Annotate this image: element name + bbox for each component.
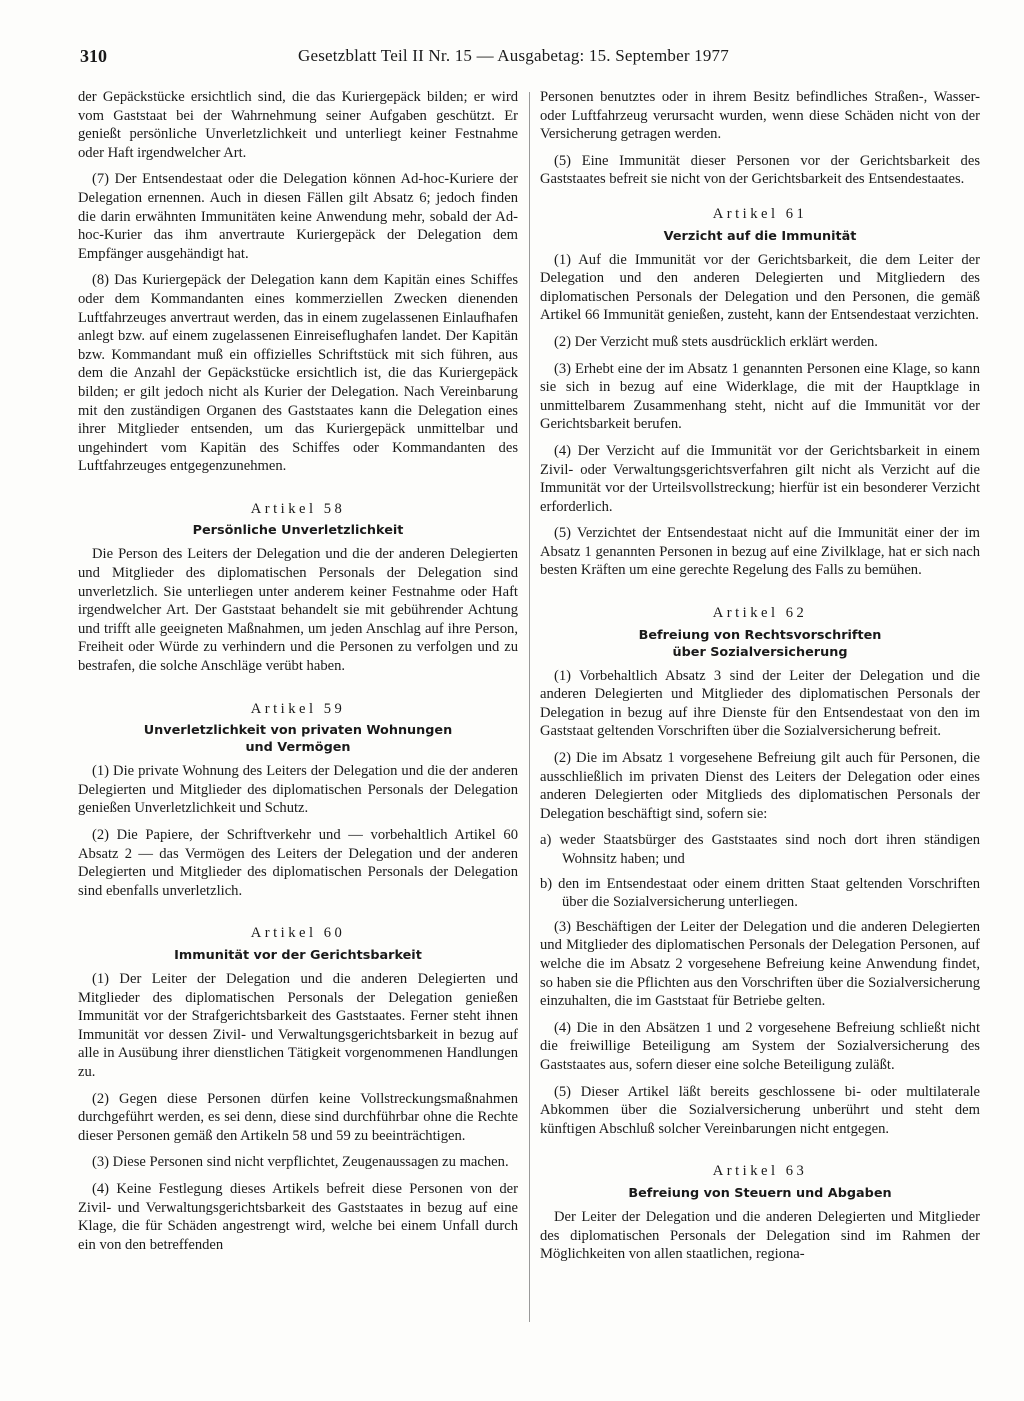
paragraph: Die Person des Leiters der Delegation und die der anderen Delegierten und Mitglieder des diplomatischen Personals der Delegation sind unverletzlich. Sie unterliegen unter anderem keiner Festnahme oder Haft irgendwelcher Art. Der Gaststaat behandelt sie mit gebührender Achtung und trifft alle geeigneten Maßnahmen, um jeden Anschlag auf ihre Person, Freiheit oder Würde zu verhindern und die Personen zu verfolgen und zu bestrafen, die solche Anschläge verübt haben. [78, 546, 518, 675]
paragraph: (5) Eine Immunität dieser Personen vor der Gerichtsbarkeit des Gaststaates befreit sie nicht von der Gerichtsbarkeit des Entsendestaates. [540, 152, 980, 188]
paragraph: der Gepäckstücke ersichtlich sind, die das Kuriergepäck bilden; er wird vom Gaststaat bei der Wahrnehmung seiner Aufgaben geschützt. Er genießt persönliche Unverletzlichkeit und unterliegt keiner Festnahme oder Haft irgendwelcher Art. [78, 89, 518, 161]
page-header [80, 46, 980, 70]
article-58-title: Persönliche Unverletzlichkeit [192, 523, 404, 539]
article-62-title-line: über Sozialversicherung [672, 644, 848, 660]
article-62-title [540, 627, 980, 661]
paragraph: (2) Gegen diese Personen dürfen keine Vollstreckungsmaßnahmen durchgeführt werden, es sei denn, diese sind durchführbar ohne die Rechte dieser Personen gemäß den Artikeln 58 und 59 zu beeinträchtigen. [78, 1090, 518, 1144]
list-item: b) den im Entsendestaat oder einem dritten Staat geltenden Vorschriften über die Sozialversicherung unterliegen. [540, 875, 980, 911]
paragraph: (8) Das Kuriergepäck der Delegation kann dem Kapitän eines Schiffes oder dem Kommandanten eines kommerziellen Zwecken dienenden Luftfahrzeuges anvertraut werden, das in einem zugelassenen Einlaufhafen anlegt bzw. auf einem zugelassenen Einreiseflughafen landet. Der Kapitän bzw. Kommandant muß ein offizielles Schriftstück mit sich führen, aus dem die Anzahl der Gepäckstücke ersichtlich ist, die das Kuriergepäck bilden; er gilt jedoch nicht als Kurier der Delegation. Nach Vereinbarung mit den zuständigen Organen des Gaststaates kann die Delegation eines ihrer Mitglieder entsenden, um das Kuriergepäck unmittelbar und ungehindert vom Kapitän des Schiffes oder Kommandanten des Luftfahrzeuges entgegenzunehmen. [78, 272, 518, 475]
paragraph: (4) Die in den Absätzen 1 und 2 vorgesehene Befreiung schließt nicht die freiwillige Beteiligung am System der Sozialversicherung des Gaststaates aus, sofern dieser eine solche Beteiligung zuläßt. [540, 1019, 980, 1073]
page-number: 310 [80, 46, 107, 66]
article-59-label: Artikel 59 [250, 700, 346, 717]
paragraph: (7) Der Entsendestaat oder die Delegation können Ad-hoc-Kuriere der Delegation ernennen. Auch in diesen Fällen gilt Absatz 6; jedoch finden die darin erwähnten Immunitäten keine Anwendung mehr, sobald der Ad-hoc-Kurier das ihm anvertraute Kuriergepäck der Delegation dem Empfänger ausgehändigt hat. [78, 171, 518, 262]
list-item: a) weder Staatsbürger des Gaststaates sind noch dort ihren ständigen Wohnsitz haben; und [540, 832, 980, 867]
running-title: Gesetzblatt Teil II Nr. 15 — Ausgabetag: 15. September 1977 [298, 46, 729, 65]
column-divider [529, 92, 530, 1322]
article-60-label: Artikel 60 [250, 925, 346, 942]
paragraph: (1) Die private Wohnung des Leiters der Delegation und die der anderen Delegierten und Mitglieder des diplomatischen Personals der Delegation genießen Unverletzlichkeit und Schutz. [78, 763, 518, 817]
paragraph: (4) Keine Festlegung dieses Artikels befreit diese Personen von der Zivil- und Verwaltungsgerichtsbarkeit des Gaststaates in bezug auf eine Klage, die für Schäden angestrengt wird, welche bei einem Unfall durch ein von den betreffenden [78, 1180, 518, 1253]
article-61-title: Verzicht auf die Immunität [663, 228, 857, 244]
article-60-title: Immunität vor der Gerichtsbarkeit [174, 947, 422, 963]
left-column [78, 88, 518, 1262]
article-58-label: Artikel 58 [250, 500, 346, 517]
article-59-title-line: und Vermögen [245, 740, 351, 756]
article-63-title: Befreiung von Steuern und Abgaben [628, 1185, 892, 1201]
paragraph: (1) Auf die Immunität vor der Gerichtsbarkeit, die dem Leiter der Delegation und den anderen Delegierten und Mitgliedern des diplomatischen Personals der Delegation und den Personen, die gemäß Artikel 66 Immunität genießen, zusteht, kann der Entsendestaat verzichten. [540, 251, 980, 324]
paragraph: (2) Der Verzicht muß stets ausdrücklich erklärt werden. [554, 333, 878, 350]
right-column [540, 88, 980, 1272]
paragraph: (3) Beschäftigen der Leiter der Delegation und die anderen Delegierten und Mitglieder des diplomatischen Personals der Delegation Personen, auf welche die im Absatz 2 vorgesehene Befreiung keine Anwendung findet, so haben sie die Pflichten aus den Vorschriften über die Sozialversicherung einzuhalten, die im Gaststaat für Betriebe gelten. [540, 918, 980, 1010]
paragraph: Der Leiter der Delegation und die anderen Delegierten und Mitglieder des diplomatischen Personals der Delegation sind im Rahmen der Möglichkeiten von allen staatlichen, regiona- [540, 1208, 980, 1263]
paragraph: (3) Erhebt eine der im Absatz 1 genannten Personen eine Klage, so kann sie sich in bezug auf eine Widerklage, die mit der Hauptklage in unmittelbarem Zusammenhang steht, nicht auf die Immunität vor der Gerichtsbarkeit berufen. [540, 360, 980, 433]
paragraph: (1) Der Leiter der Delegation und die anderen Delegierten und Mitglieder des diplomatischen Personals der Delegation genießen Immunität vor der Strafgerichtsbarkeit des Gaststaates. Ferner steht ihnen Immunität vor dessen Zivil- und Verwaltungsgerichtsbarkeit in bezug auf alle in Ausübung ihrer dienstlichen Tätigkeit vorgenommenen Handlungen zu. [78, 970, 518, 1080]
article-59-title-line: Unverletzlichkeit von privaten Wohnungen [143, 723, 453, 739]
article-63-label: Artikel 63 [712, 1163, 808, 1180]
article-59-title [78, 722, 518, 756]
paragraph: (4) Der Verzicht auf die Immunität vor der Gerichtsbarkeit in einem Zivil- oder Verwaltungsgerichtsverfahren gilt nicht als Verzicht auf die Immunität vor der Urteilsvollstreckung; hierfür ist ein besonderer Verzicht erforderlich. [540, 442, 980, 515]
paragraph: (2) Die Papiere, der Schriftverkehr und — vorbehaltlich Artikel 60 Absatz 2 — das Vermögen des Leiters der Delegation und der anderen Delegierten und Mitglieder des diplomatischen Personals der Delegation sind ebenfalls unverletzlich. [78, 827, 518, 899]
paragraph: (3) Diese Personen sind nicht verpflichtet, Zeugenaussagen zu machen. [92, 1154, 509, 1171]
paragraph: (5) Dieser Artikel läßt bereits geschlossene bi- oder multilaterale Abkommen über die Sozialversicherung unberührt und steht dem künftigen Abschluß solcher Vereinbarungen nicht entgegen. [540, 1083, 980, 1137]
paragraph: (5) Verzichtet der Entsendestaat nicht auf die Immunität einer der im Absatz 1 genannten Personen in bezug auf eine Zivilklage, hat er sich nach besten Kräften um eine gerechte Regelung des Falls zu bemühen. [540, 525, 980, 579]
article-62-label: Artikel 62 [712, 605, 808, 622]
article-62-title-line: Befreiung von Rechtsvorschriften [638, 627, 882, 643]
article-61-label: Artikel 61 [712, 205, 808, 222]
paragraph: (2) Die im Absatz 1 vorgesehene Befreiung gilt auch für Personen, die ausschließlich im privaten Dienst des Leiters der Delegation oder eines anderen Delegierten oder Mitglieds des diplomatischen Personals der Delegation beschäftigt sind, sofern sie: [540, 750, 980, 822]
paragraph: Personen benutztes oder in ihrem Besitz befindliches Straßen-, Wasser- oder Luftfahrzeug verursacht wurden, wenn diese Schäden nicht von der Versicherung getragen werden. [540, 89, 980, 143]
paragraph: (1) Vorbehaltlich Absatz 3 sind der Leiter der Delegation und die anderen Delegierten und Mitglieder des diplomatischen Personals der Delegation in bezug auf ihre Dienste für den Entsendestaat von den im Gaststaat geltenden Vorschriften über die Sozialversicherung befreit. [540, 667, 980, 740]
